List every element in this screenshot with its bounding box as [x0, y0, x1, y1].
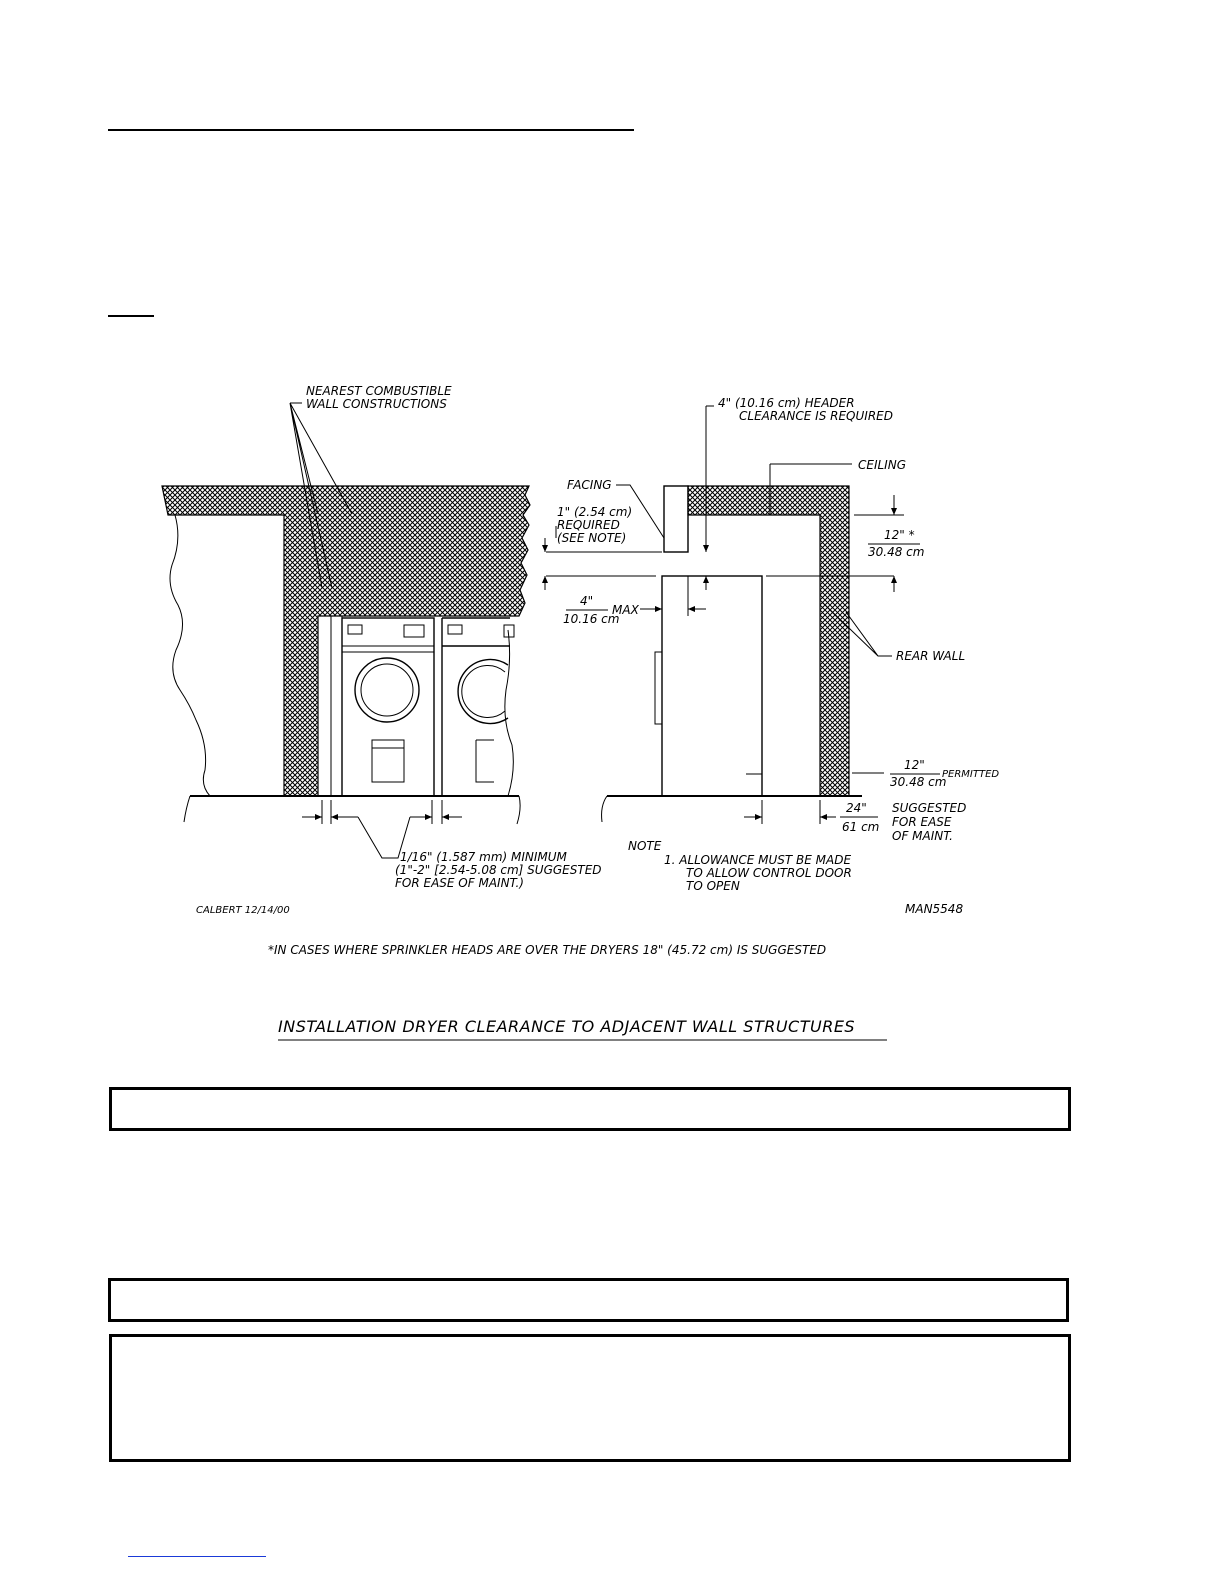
side-clearance-label: 1/16" (1.587 mm) MINIMUM — [400, 850, 567, 864]
svg-text:MAX: MAX — [612, 603, 639, 617]
ceiling-rear-wall-hatch — [688, 486, 849, 796]
permitted-12in-label: 12" — [904, 758, 925, 772]
svg-text:FOR EASE OF MAINT.): FOR EASE OF MAINT.) — [395, 876, 524, 890]
clear-12in-top-label: 12" * — [884, 528, 915, 542]
drawing-id: MAN5548 — [905, 902, 964, 916]
required-1in-label: 1" (2.54 cm) — [557, 505, 633, 519]
svg-text:30.48 cm: 30.48 cm — [890, 775, 947, 789]
nearest-combustible-label: NEAREST COMBUSTIBLE — [306, 384, 452, 398]
side-view — [542, 396, 999, 843]
svg-text:SUGGESTED: SUGGESTED — [892, 801, 967, 815]
ceiling-label: CEILING — [858, 458, 906, 472]
svg-text:(SEE NOTE): (SEE NOTE) — [557, 531, 627, 545]
svg-text:61 cm: 61 cm — [842, 820, 880, 834]
svg-text:1. ALLOWANCE MUST BE MADE: 1. ALLOWANCE MUST BE MADE — [664, 853, 852, 867]
figure-title: INSTALLATION DRYER CLEARANCE TO ADJACENT WALL STRUCTURES — [278, 1017, 856, 1036]
svg-text:FOR EASE: FOR EASE — [892, 815, 952, 829]
suggested-24in-label: 24" — [846, 801, 867, 815]
rear-wall-label: REAR WALL — [896, 649, 966, 663]
sprinkler-note: *IN CASES WHERE SPRINKLER HEADS ARE OVER THE DRYERS 18" (45.72 cm) IS SUGGESTED — [268, 943, 827, 957]
break-line-left — [170, 515, 210, 796]
dryer-front-1 — [342, 618, 434, 796]
svg-text:10.16 cm: 10.16 cm — [563, 612, 620, 626]
svg-text:(1"-2" [2.54-5.08 cm] SUGGESTE: (1"-2" [2.54-5.08 cm] SUGGESTED — [395, 863, 602, 877]
svg-text:REQUIRED: REQUIRED — [557, 518, 620, 532]
facing — [664, 486, 688, 552]
installation-note — [628, 839, 852, 893]
svg-text:30.48 cm: 30.48 cm — [868, 545, 925, 559]
max-4in-label: 4" — [580, 594, 594, 608]
dryer-side — [662, 576, 762, 796]
header-clearance-label: 4" (10.16 cm) HEADER — [718, 396, 855, 410]
svg-text:PERMITTED: PERMITTED — [942, 769, 1000, 780]
dryer-front-2 — [442, 618, 514, 796]
svg-text:TO ALLOW CONTROL DOOR: TO ALLOW CONTROL DOOR — [686, 866, 852, 880]
svg-text:CLEARANCE IS REQUIRED: CLEARANCE IS REQUIRED — [739, 409, 893, 423]
combustible-wall-hatch — [162, 486, 530, 796]
front-view — [162, 384, 602, 890]
author-stamp: CALBERT 12/14/00 — [196, 905, 290, 916]
svg-text:NOTE: NOTE — [628, 839, 662, 853]
svg-text:WALL CONSTRUCTIONS: WALL CONSTRUCTIONS — [306, 397, 447, 411]
facing-label: FACING — [567, 478, 612, 492]
svg-text:OF MAINT.: OF MAINT. — [892, 829, 953, 843]
svg-text:TO OPEN: TO OPEN — [686, 879, 740, 893]
